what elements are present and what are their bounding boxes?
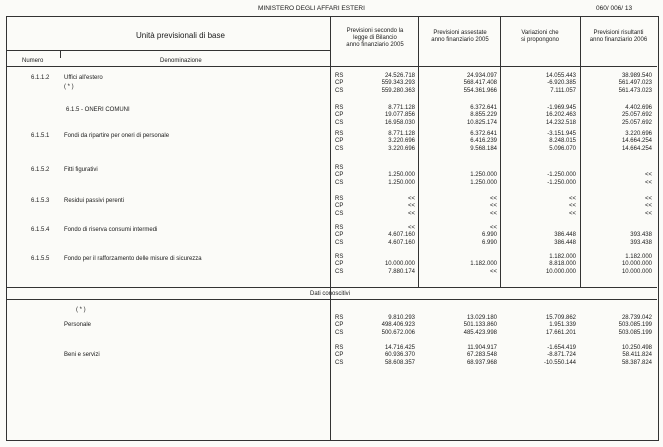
- table-cell: <<: [644, 210, 652, 217]
- row-label: Fondo di riserva consumi intermedi: [64, 227, 158, 233]
- table-cell: 8.248.015: [549, 138, 576, 145]
- table-cell: 17.661.201: [545, 329, 576, 336]
- table-cell: 6.990: [481, 232, 497, 239]
- row-code: RS: [335, 225, 344, 231]
- row-code: CS: [335, 210, 344, 217]
- row-number: 6.1.5.2: [31, 167, 50, 173]
- col-header-bilancio: Previsioni secondo la legge di Bilancio anno finanziario 2005: [346, 28, 404, 48]
- table-cell: 5.096.070: [549, 145, 576, 152]
- row-code: CS: [335, 145, 344, 152]
- table-cell: <<: [644, 172, 652, 179]
- table-cell: 14.664.254: [621, 138, 652, 145]
- row-code: RS: [335, 105, 344, 111]
- table-cell: <<: [407, 225, 415, 231]
- table-cell: 10.000.000: [621, 268, 652, 275]
- table-cell: -1.250.000: [547, 179, 576, 186]
- row-code: RS: [335, 196, 344, 202]
- row-number: 6.1.1.2: [31, 75, 50, 81]
- table-cell: 16.958.030: [384, 119, 415, 126]
- table-cell: 58.387.824: [621, 359, 652, 366]
- table-cell: 8.771.128: [388, 131, 415, 137]
- table-cell: -1.250.000: [547, 172, 576, 179]
- table-cell: 24.934.097: [466, 73, 497, 79]
- table-cell: <<: [644, 203, 652, 210]
- table-cell: 3.220.696: [388, 145, 415, 152]
- table-cell: 1.182.000: [470, 261, 497, 268]
- table-cell: <<: [407, 210, 415, 217]
- row-code: RS: [335, 254, 344, 260]
- table-cell: 1.250.000: [388, 172, 415, 179]
- table-cell: 559.343.293: [381, 80, 415, 87]
- table-cell: 14.232.518: [545, 119, 576, 126]
- table-cell: 561.473.023: [618, 87, 652, 94]
- table-cell: 11.904.917: [467, 345, 497, 351]
- row-code: CS: [335, 359, 344, 366]
- table-cell: -1.969.945: [547, 105, 576, 111]
- table-cell: 15.709.862: [545, 315, 576, 321]
- row-code: CP: [335, 352, 344, 359]
- row-label: Beni e servizi: [64, 352, 100, 358]
- table-cell: 9.810.293: [388, 315, 415, 321]
- row-code: CS: [335, 239, 344, 246]
- row-label: Personale: [64, 322, 92, 328]
- table-cell: 4.607.160: [388, 239, 415, 246]
- table-cell: 8.855.229: [470, 112, 497, 119]
- table-cell: 10.250.498: [621, 345, 652, 351]
- table-cell: 1.250.000: [470, 172, 497, 179]
- table-cell: 19.077.856: [384, 112, 415, 119]
- table-cell: 7.880.174: [388, 268, 415, 275]
- table-cell: 6.990: [481, 239, 497, 246]
- table-cell: 38.989.540: [621, 73, 652, 79]
- table-cell: <<: [644, 179, 652, 186]
- table-cell: 498.406.923: [381, 322, 415, 329]
- table-cell: 4.402.696: [625, 105, 652, 111]
- row-code: RS: [335, 345, 344, 351]
- row-code: CP: [335, 80, 344, 87]
- table-cell: <<: [568, 210, 576, 217]
- table-cell: 6.372.641: [470, 131, 497, 137]
- table-cell: 58.608.357: [384, 359, 415, 366]
- table-cell: 559.280.363: [381, 87, 415, 94]
- table-cell: <<: [407, 203, 415, 210]
- table-cell: 25.057.692: [621, 112, 652, 119]
- table-cell: 1.182.000: [549, 254, 576, 260]
- table-cell: 14.664.254: [621, 145, 652, 152]
- table-cell: 58.411.824: [622, 352, 652, 359]
- table-cell: 10.000.000: [384, 261, 415, 268]
- table-cell: 14.716.425: [384, 345, 415, 351]
- table-cell: 386.448: [554, 232, 576, 239]
- table-cell: 503.085.199: [618, 329, 652, 336]
- table-cell: 554.361.966: [463, 87, 497, 94]
- dati-star-note: ( * ): [76, 307, 86, 313]
- table-cell: 485.423.998: [463, 329, 497, 336]
- table-cell: 8.771.128: [388, 105, 415, 111]
- table-cell: 6.372.641: [470, 105, 497, 111]
- table-cell: 1.250.000: [470, 179, 497, 186]
- table-cell: <<: [407, 196, 415, 202]
- table-cell: 60.936.370: [384, 352, 415, 359]
- table-cell: 10.000.000: [621, 261, 652, 268]
- row-code: RS: [335, 131, 344, 137]
- denominazione-header: Denominazione: [160, 58, 202, 64]
- row-code: CP: [335, 322, 344, 329]
- table-cell: 14.055.443: [545, 73, 576, 79]
- col-header-risultanti: Previsioni risultanti anno finanziario 2006: [589, 30, 648, 43]
- table-cell: -6.920.385: [547, 80, 576, 87]
- table-cell: 501.133.860: [463, 322, 497, 329]
- row-number: 6.1.5.3: [31, 198, 50, 204]
- table-cell: 6.416.239: [470, 138, 497, 145]
- row-code: CP: [335, 203, 344, 210]
- table-cell: 386.448: [554, 239, 576, 246]
- table-cell: 500.672.006: [381, 329, 415, 336]
- table-cell: -3.151.945: [547, 131, 576, 137]
- row-label: ( * ): [64, 84, 74, 90]
- table-cell: 3.220.696: [625, 131, 652, 137]
- row-code: CP: [335, 172, 344, 179]
- table-cell: 67.283.548: [466, 352, 497, 359]
- table-cell: -1.654.419: [547, 345, 576, 351]
- table-cell: -8.871.724: [547, 352, 576, 359]
- table-cell: 1.182.000: [625, 254, 652, 260]
- table-cell: <<: [644, 196, 652, 202]
- table-cell: 13.029.180: [466, 315, 497, 321]
- numero-header: Numero: [22, 58, 44, 64]
- table-cell: 16.202.463: [545, 112, 576, 119]
- table-cell: 1.951.339: [549, 322, 576, 329]
- table-cell: 24.526.718: [384, 73, 415, 79]
- row-code: CP: [335, 261, 344, 268]
- table-cell: 9.568.184: [470, 145, 497, 152]
- row-code: CP: [335, 232, 344, 239]
- row-label: Fondi da ripartire per oneri di personale: [64, 133, 170, 139]
- dati-conoscitivi-title: Dati conoscitivi: [310, 291, 351, 297]
- table-cell: <<: [568, 203, 576, 210]
- table-cell: <<: [489, 203, 497, 210]
- row-code: CS: [335, 268, 344, 275]
- row-number: 6.1.5.4: [31, 227, 50, 233]
- table-cell: 68.937.968: [466, 359, 497, 366]
- col-header-assestate: Previsioni assestate anno finanziario 2005: [431, 30, 489, 43]
- table-cell: 25.057.692: [621, 119, 652, 126]
- row-code: CP: [335, 112, 344, 119]
- table-cell: <<: [489, 225, 497, 231]
- table-cell: 28.739.042: [621, 315, 652, 321]
- table-cell: 8.818.000: [549, 261, 576, 268]
- table-cell: 10.000.000: [545, 268, 576, 275]
- row-code: RS: [335, 165, 344, 171]
- row-code: CP: [335, 138, 344, 145]
- table-cell: 568.417.408: [463, 80, 497, 87]
- row-code: CS: [335, 87, 344, 94]
- row-code: RS: [335, 315, 344, 321]
- table-cell: <<: [489, 210, 497, 217]
- row-code: CS: [335, 179, 344, 186]
- table-cell: <<: [489, 196, 497, 202]
- table-cell: 1.250.000: [388, 179, 415, 186]
- table-cell: 4.607.160: [388, 232, 415, 239]
- row-number: 6.1.5.5: [31, 256, 50, 262]
- table-cell: 7.111.057: [550, 87, 576, 94]
- unita-header: Unità previsionali di base: [136, 31, 225, 40]
- table-cell: 561.497.023: [618, 80, 652, 87]
- table-cell: 10.825.174: [466, 119, 497, 126]
- row-label: 6.1.5 - ONERI COMUNI: [66, 107, 130, 113]
- col-header-variazioni: Variazioni che si propongono: [520, 30, 560, 43]
- ministry-title: MINISTERO DEGLI AFFARI ESTERI: [258, 5, 365, 12]
- table-cell: 503.085.199: [618, 322, 652, 329]
- row-code: CS: [335, 119, 344, 126]
- table-cell: 393.438: [630, 239, 652, 246]
- table-cell: <<: [568, 196, 576, 202]
- table-cell: -10.550.144: [543, 359, 576, 366]
- row-label: Uffici all'estero: [64, 75, 103, 81]
- page-code: 060/ 006/ 13: [596, 5, 633, 12]
- table-cell: <<: [489, 268, 497, 275]
- row-code: RS: [335, 73, 344, 79]
- row-code: CS: [335, 329, 344, 336]
- table-cell: 3.220.696: [388, 138, 415, 145]
- row-label: Residui passivi perenti: [64, 198, 125, 204]
- table-cell: 393.438: [630, 232, 652, 239]
- row-number: 6.1.5.1: [31, 133, 50, 139]
- row-label: Fondo per il rafforzamento delle misure di sicurezza: [64, 256, 202, 262]
- row-label: Fitti figurativi: [64, 167, 98, 173]
